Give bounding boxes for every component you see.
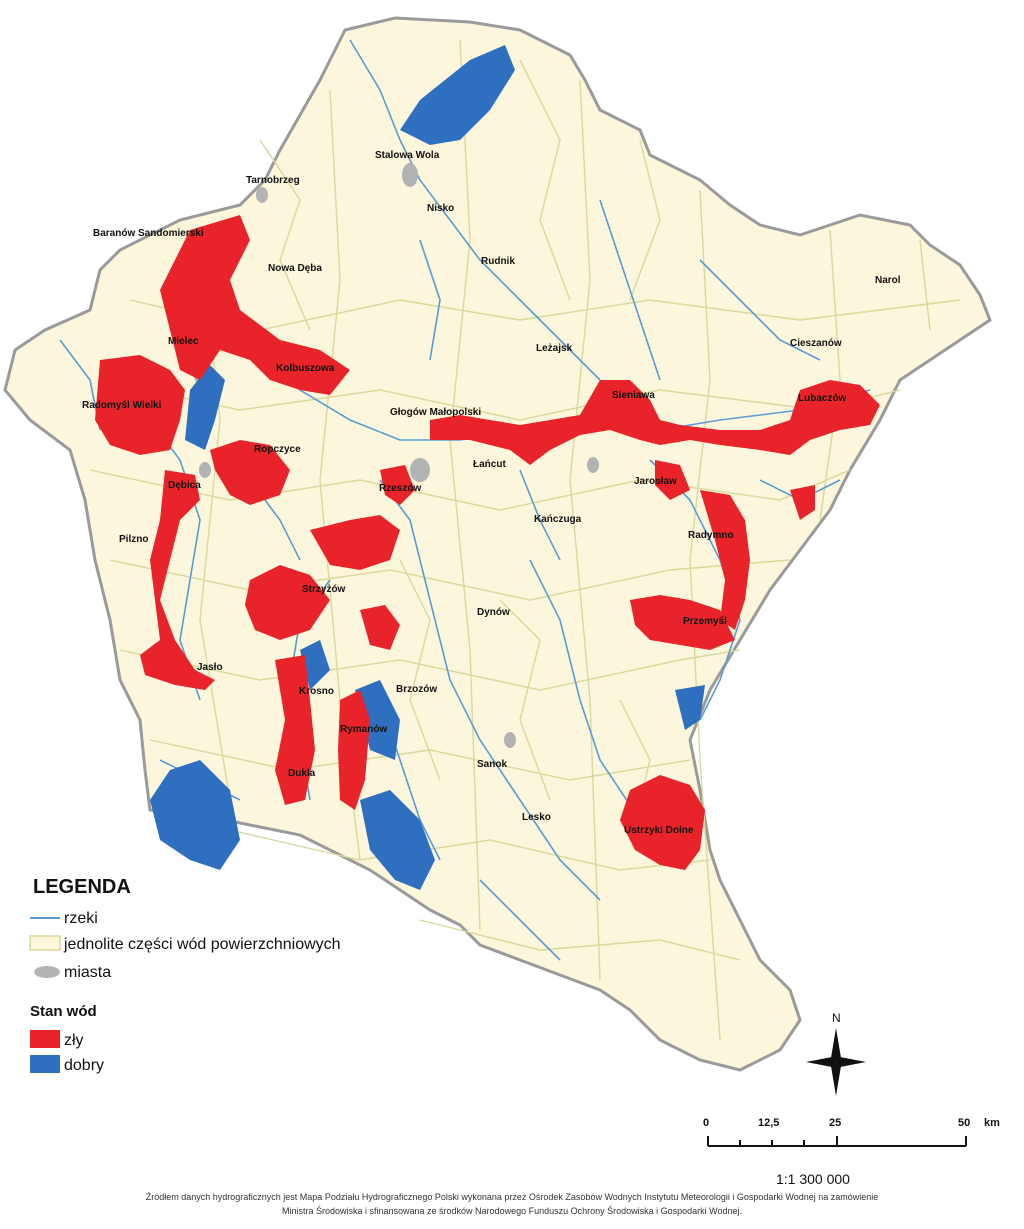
city-label-brzozow: Brzozów — [396, 684, 438, 695]
city-label-debica: Dębica — [168, 480, 201, 491]
city-label-lancut: Łańcut — [473, 459, 506, 470]
city-label-lubaczow: Lubaczów — [798, 393, 847, 404]
city-label-krosno: Krosno — [299, 686, 334, 697]
legend-river-label: rzeki — [64, 910, 98, 927]
scale-tick-2: 25 — [829, 1117, 842, 1129]
city-label-baranow: Baranów Sandomierski — [93, 228, 204, 239]
city-label-rzeszow: Rzeszów — [379, 483, 422, 494]
city-label-glogow: Głogów Małopolski — [390, 407, 482, 418]
city-label-kolbuszowa: Kolbuszowa — [276, 363, 335, 374]
legend-title: LEGENDA — [33, 876, 131, 898]
legend-good-swatch — [30, 1055, 60, 1073]
city-label-jaroslaw: Jarosław — [634, 476, 677, 487]
legend-city-swatch — [34, 966, 60, 978]
north-label: N — [832, 1011, 841, 1025]
city-label-kanczuga: Kańczuga — [534, 514, 582, 525]
city-label-cieszanow: Cieszanów — [790, 338, 842, 349]
scale-tick-3: 50 — [958, 1117, 971, 1129]
city-label-nowa-deba: Nowa Dęba — [268, 263, 322, 274]
city-label-tarnobrzeg: Tarnobrzeg — [246, 175, 300, 186]
credit-line-1: Źródłem danych hydrograficznych jest Mapa Podziału Hydrograficznego Polski wykonana przez Ośrodek Zasobów Wodnych Instytutu Meteorologii i Gospodarki Wodnej na zamówienie — [145, 1192, 879, 1202]
north-arrow-icon — [806, 1011, 866, 1096]
city-label-rymanow: Rymanów — [340, 724, 388, 735]
credit-line-2: Ministra Środowiska i sfinansowana ze środków Narodowego Funduszu Ochrony Środowiska i Gospodarki Wodnej. — [281, 1206, 743, 1216]
city-label-jaslo: Jasło — [197, 662, 223, 673]
city-label-sieniawa: Sieniawa — [612, 390, 655, 401]
city-label-pilzno: Pilzno — [119, 534, 149, 545]
source-credit — [146, 1192, 879, 1216]
city-label-strzyzow: Strzyżów — [302, 584, 346, 595]
city-label-lezajsk: Leżajsk — [536, 343, 573, 354]
region-shape — [5, 18, 990, 1070]
city-label-dynow: Dynów — [477, 607, 510, 618]
scale-tick-1: 12,5 — [758, 1117, 780, 1129]
legend-good-label: dobry — [64, 1057, 105, 1074]
city-label-radymno: Radymno — [688, 530, 734, 541]
city-label-nisko: Nisko — [427, 203, 455, 214]
city-label-lesko: Lesko — [522, 812, 551, 823]
city-label-ustrzyki: Ustrzyki Dolne — [624, 825, 694, 836]
legend-state-title: Stan wód — [30, 1003, 97, 1020]
city-label-mielec: Mielec — [168, 336, 199, 347]
city-label-narol: Narol — [875, 275, 901, 286]
city-label-radomysl: Radomyśl Wielki — [82, 400, 162, 411]
city-label-rudnik: Rudnik — [481, 256, 515, 267]
scale-tick-0: 0 — [703, 1117, 710, 1129]
legend-bad-swatch — [30, 1030, 60, 1048]
scale-bar — [703, 1117, 1000, 1187]
city-label-stalowa-wola: Stalowa Wola — [375, 150, 440, 161]
city-label-sanok: Sanok — [477, 759, 508, 770]
legend-bad-label: zły — [64, 1032, 84, 1049]
scale-ratio: 1:1 300 000 — [776, 1171, 850, 1187]
legend-jcwp-swatch — [30, 936, 60, 950]
scale-unit: km — [984, 1117, 1000, 1129]
city-label-dukla: Dukla — [288, 768, 316, 779]
legend — [30, 876, 341, 1074]
city-label-przemysl: Przemyśl — [683, 616, 727, 627]
legend-jcwp-label: jednolite części wód powierzchniowych — [64, 936, 341, 953]
city-label-ropczyce: Ropczyce — [254, 444, 301, 455]
legend-city-label: miasta — [64, 964, 112, 981]
